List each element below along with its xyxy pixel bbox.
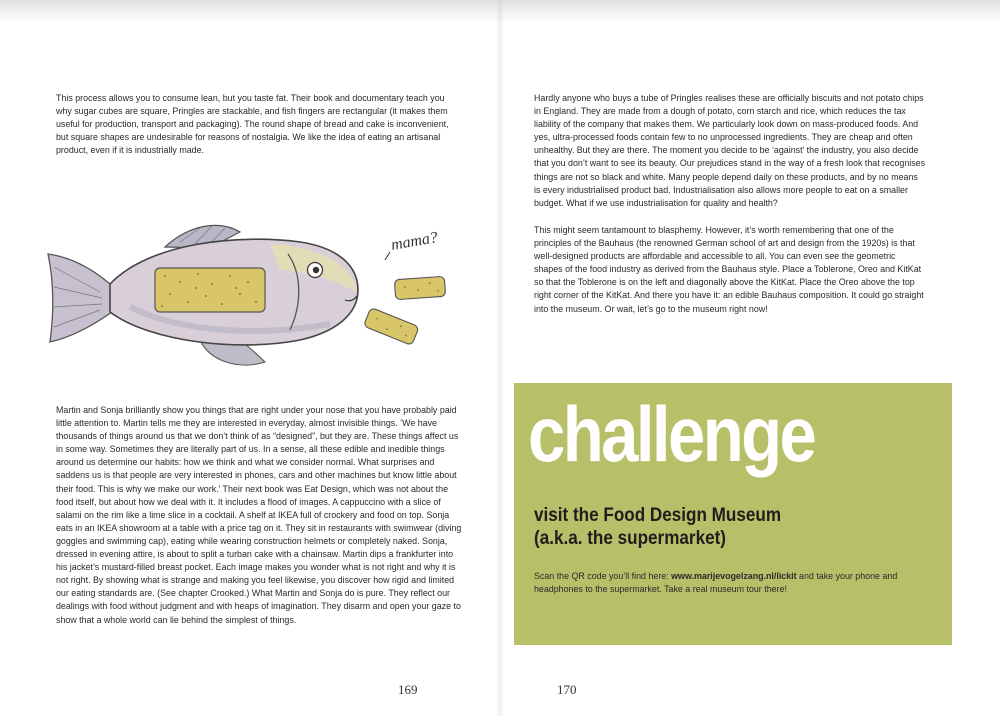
challenge-title: challenge [528,390,815,478]
main-paragraph: Martin and Sonja brilliantly show you things that are right under your nose that you have probably paid little attention to. Martin tells me they are interested in everyday, almost invisible things. ‘We have thousands of things around us that we don’t think of as “designed”, but they are. These things affect us in some way. Sometimes they are literally part of us. In a sense, all these edible and inedible things around us determine our habits: how we think and what we consider normal. What surprises and saddens us is that people are very interested in phones, cars and other machines but know little about their food. This is why we make our work.’ Their next book was Eat Design, which was not about the food itself, but about how we deal with it. It includes a flood of images. A cappuccino with a slice of salami on the rim like a lime slice in a cocktail. A shelf at IKEA full of crockery and food on top. Sonja eats in an IKEA showroom at a table with a price tag on it. They sit in restaurants with swimwear (diving goggles and swimming cap), eating while wearing construction helmets or completely naked. Sonja, dressed in evening attire, is about to split a turban cake with a chainsaw. Martin dips a frankfurter into his jacket’s mustard-filled breast pocket. Each image makes you wonder what is not right and why it is not right. By showing what is strange and making you feel likewise, you discover how rigid and limited our eating standards are. (See chapter Crooked.) What Martin and Sonja do is pure. They reflect our dealings with food without judgment and with heaps of imagination. They disarm and open your gaze to show that a whole world can lie behind the simplest of things. [56,405,462,625]
challenge-instructions [534,570,944,596]
intro-paragraph: This process allows you to consume lean, but you taste fat. Their book and documentary teach you why sugar cubes are square, Pringles are stackable, and fish fingers are rectangular (it makes them useful for production, transport and packaging). The round shape of bread and cake is inconvenient, but square shapes are undesirable for reasons of nostalgia. We like the idea of eating an artisanal product, even if it is industrially made. [56,93,449,156]
challenge-subtitle-line1: visit the Food Design Museum [534,505,782,526]
challenge-link[interactable]: www.marijevogelzang.nl/lickit [671,571,797,581]
challenge-box [514,383,952,645]
left-page-number: 169 [398,682,418,697]
right-page-number: 170 [557,682,577,697]
bauhaus-paragraph: This might seem tantamount to blasphemy. However, it’s worth remembering that one of the principles of the Bauhaus (the renowned German school of art and design from the 1920s) is that well-designed products are affordable and accessible to all. You can even see the geometric shapes of the food industry as derived from the Bauhaus style. Place a Toblerone, Oreo and KitKat so that the Toblerone is on the left and diagonally above the KitKat. Place the Oreo above the top right corner of the KitKat. And there you have it: an edible Bauhaus composition. It could go straight into the museum. Or wait, let’s go to the museum right now! [534,225,924,314]
pringles-paragraph: Hardly anyone who buys a tube of Pringles realises these are officially biscuits and not potato chips in England. They are made from a dough of potato, corn starch and rice, which reduces the tax liability of the company that makes them. We particularly look down on mass-produced foods. And yes, ultra-processed foods contain few to no unprocessed ingredients. They are cheap and often unhealthy. But they are there. The moment you decide to be ‘against’ the industry, you also decide that you don’t want to see its beauty. Our prejudices stand in the way of a fresh look that recognises things are not so black and white. Many people depend daily on these products, and by no means is every industrialised product bad. Industrialisation also allows more people to eat on a smaller budget. What if we use industrialisation for quality and health? [534,93,926,208]
book-spine [496,0,504,716]
challenge-subtitle-line2: (a.k.a. the supermarket) [534,528,726,549]
fish-finger-illustration [40,212,480,382]
challenge-text-after: and take your phone and headphones to the supermarket. Take a real museum tour there! [534,571,898,594]
challenge-subtitle [534,504,885,550]
illustration-caption: mama? [389,229,440,254]
challenge-text-before: Scan the QR code you’ll find here: [534,571,672,581]
